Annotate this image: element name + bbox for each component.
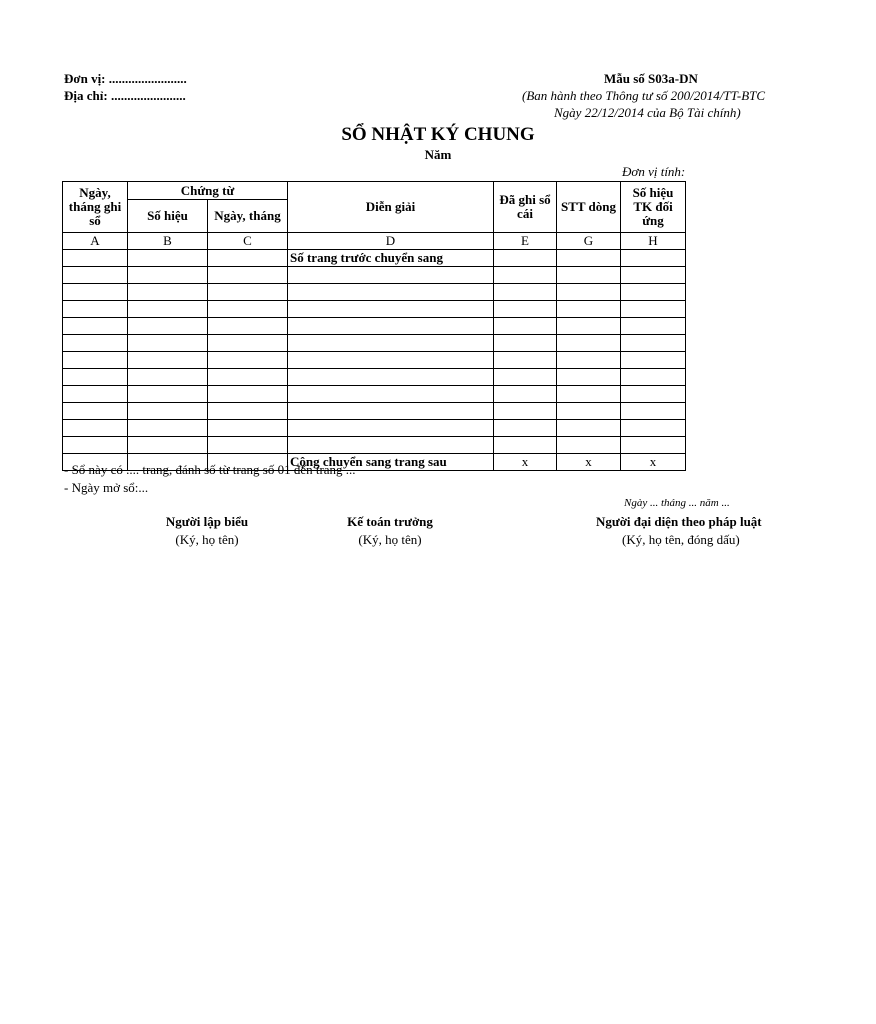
table-row [63,284,686,301]
journal-table [62,181,686,471]
table-row [63,267,686,284]
table-cell [494,267,557,284]
table-row [63,369,686,386]
table-cell [63,420,128,437]
table-cell [63,335,128,352]
address-line: Địa chỉ: ....................... [64,88,186,103]
table-cell [557,250,621,267]
col-voucher-no-header: Số hiệu [128,200,208,233]
header-right [480,70,766,121]
table-cell [288,352,494,369]
table-cell [63,352,128,369]
table-cell [288,437,494,454]
col-line-no-header: STT dòng [557,182,621,233]
table-cell [128,284,208,301]
year-label: Năm [424,147,452,162]
table-row [63,403,686,420]
table-cell [494,318,557,335]
table-cell [557,318,621,335]
table-row [63,335,686,352]
table-cell [288,335,494,352]
table-cell [621,369,686,386]
col-description-header: Diễn giải [288,182,494,233]
table-cell [208,386,288,403]
legal-rep-role: Người đại diện theo pháp luật [596,514,762,529]
carry-to-next-label: Cộng chuyển sang trang sau [288,454,494,471]
unit-line: Đơn vị: ........................ [64,71,187,86]
table-row [63,318,686,335]
table-cell [63,403,128,420]
page-title: SỔ NHẬT KÝ CHUNG [341,124,535,145]
table-cell [621,250,686,267]
table-cell [621,420,686,437]
currency-unit: Đơn vị tính: [622,164,686,179]
legal-rep-sign-hint: (Ký, họ tên, đóng dấu) [622,532,740,547]
table-cell [557,267,621,284]
table-cell [621,301,686,318]
table-cell [63,284,128,301]
table-cell [621,318,686,335]
issued-date: Ngày 22/12/2014 của Bộ Tài chính) [554,105,741,120]
col-account-header: Số hiệu TK đối ứng [621,182,686,233]
table-cell [63,250,128,267]
col-voucher-group-header: Chứng từ [128,182,288,200]
chief-accountant-role: Kế toán trưởng [347,514,433,529]
column-letter: C [208,233,288,250]
table-cell [288,318,494,335]
table-cell [621,335,686,352]
table-cell [63,318,128,335]
signature-date: Ngày ... tháng ... năm ... [624,497,730,509]
x-mark: x [557,454,621,471]
table-cell [557,386,621,403]
table-cell [621,386,686,403]
table-cell [208,284,288,301]
chief-accountant-sign-hint: (Ký, họ tên) [358,532,422,547]
table-cell [128,250,208,267]
table-row [63,420,686,437]
table-cell [208,318,288,335]
table-cell [128,437,208,454]
table-cell [557,335,621,352]
table-cell [128,369,208,386]
carried-forward-row [63,250,686,267]
notes [64,461,356,497]
table-cell [288,369,494,386]
table-cell [63,369,128,386]
preparer-sign-hint: (Ký, họ tên) [175,532,239,547]
open-date-note: - Ngày mở sổ:... [64,480,149,495]
table-cell [621,403,686,420]
table-cell [494,386,557,403]
table-cell [494,437,557,454]
table-cell [288,420,494,437]
table-cell [557,437,621,454]
column-letter: D [288,233,494,250]
table-cell [63,267,128,284]
table-cell [494,420,557,437]
table-cell [557,369,621,386]
carried-forward-label: Số trang trước chuyển sang [288,250,494,267]
table-cell [288,267,494,284]
table-cell [557,284,621,301]
table-cell [63,301,128,318]
preparer-role: Người lập biểu [165,514,249,529]
table-cell [494,352,557,369]
column-letter: G [557,233,621,250]
x-mark: x [621,454,686,471]
table-cell [288,386,494,403]
table-cell [288,301,494,318]
column-letter: A [63,233,128,250]
table-cell [494,335,557,352]
col-voucher-date-header: Ngày, tháng [208,200,288,233]
table-cell [494,403,557,420]
table-cell [621,437,686,454]
table-row [63,437,686,454]
column-letter: E [494,233,557,250]
col-date-header: Ngày, tháng ghi sổ [63,182,128,233]
table-cell [208,267,288,284]
table-cell [494,284,557,301]
column-letter: H [621,233,686,250]
column-letter-row [63,233,686,250]
table-row [63,352,686,369]
table-cell [208,352,288,369]
table-cell [128,420,208,437]
table-cell [128,301,208,318]
table-cell [557,352,621,369]
chief-accountant-signature [330,513,450,549]
table-cell [208,403,288,420]
table-cell [557,301,621,318]
table-cell [128,335,208,352]
column-letter: B [128,233,208,250]
table-cell [63,386,128,403]
table-cell [208,437,288,454]
table-cell [128,386,208,403]
table-cell [208,301,288,318]
x-mark: x [494,454,557,471]
table-cell [557,403,621,420]
table-cell [494,301,557,318]
table-cell [63,437,128,454]
table-cell [621,352,686,369]
table-cell [128,403,208,420]
preparer-signature [152,513,262,549]
table-cell [208,369,288,386]
table-row [63,386,686,403]
table-cell [494,250,557,267]
table-cell [128,318,208,335]
table-cell [494,369,557,386]
col-posted-header: Đã ghi sổ cái [494,182,557,233]
table-cell [621,284,686,301]
form-code: Mẫu số S03a-DN [604,71,698,86]
table-cell [208,335,288,352]
table-row [63,301,686,318]
table-cell [208,420,288,437]
issued-by: (Ban hành theo Thông tư số 200/2014/TT-BTC [522,88,766,103]
pages-note: - Sổ này có .... trang, đánh số từ trang số 01 đến trang ... [64,462,356,477]
table-cell [557,420,621,437]
table-cell [621,267,686,284]
table-cell [128,352,208,369]
header-left [64,70,187,104]
legal-rep-signature [596,513,762,549]
table-cell [208,250,288,267]
table-cell [128,267,208,284]
table-cell [288,403,494,420]
table-cell [288,284,494,301]
